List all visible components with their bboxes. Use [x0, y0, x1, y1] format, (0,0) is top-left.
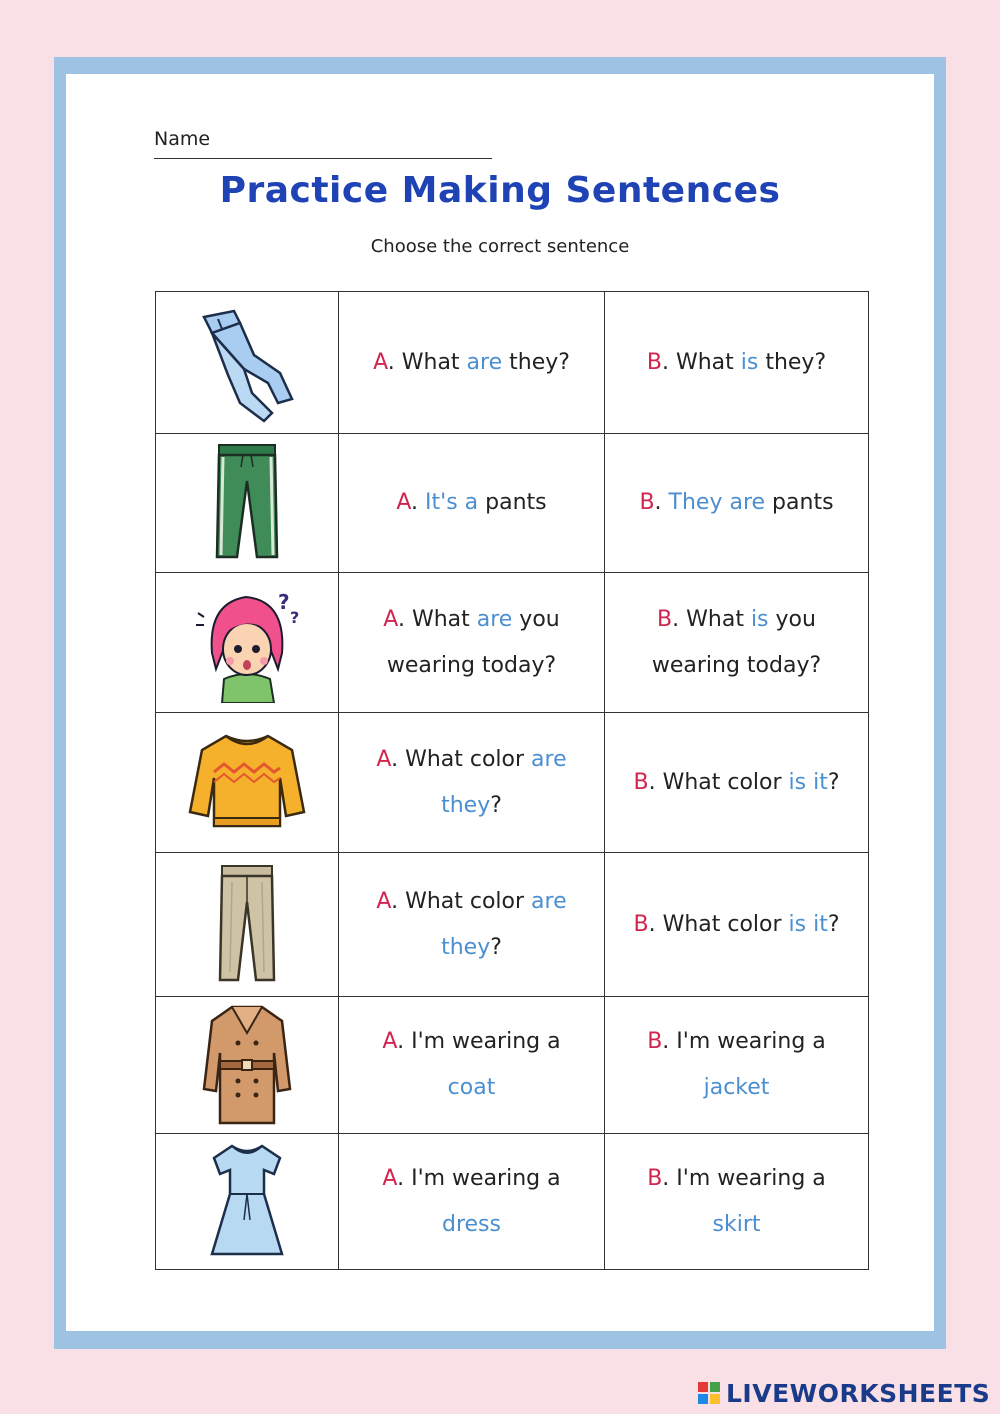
- picture-cell: [156, 573, 339, 713]
- liveworksheets-logo[interactable]: [698, 1378, 990, 1408]
- sentence-text: ?: [490, 934, 502, 960]
- option-letter: A: [373, 349, 388, 375]
- sentence-text: I'm wearing a: [676, 1029, 826, 1054]
- sentence-text: wearing today?: [651, 652, 822, 678]
- keyword: is it: [788, 769, 828, 795]
- keyword: skirt: [712, 1211, 761, 1237]
- option-letter: B: [639, 490, 655, 515]
- dress-icon: [202, 1142, 292, 1262]
- keyword: It's a: [425, 490, 479, 515]
- worksheet-frame: [54, 57, 946, 1349]
- sentence-text: ?: [827, 769, 840, 795]
- keyword: is: [740, 349, 759, 375]
- option-letter: B: [657, 606, 673, 632]
- sentence-text: What: [411, 606, 477, 632]
- table-row: [156, 713, 869, 853]
- jeans-icon: [182, 303, 312, 423]
- option-letter: B: [646, 349, 662, 375]
- instructions: Choose the correct sentence: [370, 236, 630, 257]
- sentence-text: pants: [478, 490, 547, 515]
- table-row: [156, 853, 869, 997]
- option-letter: B: [647, 1029, 663, 1054]
- sentence-text: they?: [758, 349, 827, 375]
- coat-icon: [202, 1003, 292, 1127]
- sentence-text: What color: [405, 746, 532, 772]
- keyword: They are: [668, 490, 766, 515]
- option-b-cell[interactable]: B. What is you wearing today?: [605, 573, 869, 713]
- green-pants-icon: [207, 441, 287, 565]
- option-b-cell[interactable]: B. What color is it?: [605, 853, 869, 997]
- option-a-cell[interactable]: A. I'm wearing a dress: [339, 1134, 605, 1270]
- option-letter: A: [376, 888, 392, 914]
- sentence-text: wearing today?: [386, 652, 557, 678]
- option-letter: A: [382, 1029, 398, 1054]
- keyword: is: [750, 606, 769, 632]
- keyword: are: [476, 606, 513, 632]
- sentence-text: they?: [502, 349, 570, 375]
- option-b-cell[interactable]: B. I'm wearing a jacket: [605, 997, 869, 1134]
- option-a-cell[interactable]: A. I'm wearing a coat: [339, 997, 605, 1134]
- option-letter: A: [396, 490, 412, 515]
- sentence-text: What color: [662, 769, 789, 795]
- picture-cell: [156, 434, 339, 573]
- picture-cell: [156, 713, 339, 853]
- sentence-text: What: [686, 606, 751, 632]
- sentence-text: What color: [405, 888, 532, 914]
- option-b-cell[interactable]: B. What is they?: [605, 292, 869, 434]
- keyword: dress: [442, 1211, 501, 1237]
- sentence-text: I'm wearing a: [411, 1165, 561, 1191]
- sentence-table: [155, 291, 869, 1270]
- logo-text: LIVEWORKSHEETS: [726, 1378, 991, 1408]
- name-input-line[interactable]: [154, 158, 492, 159]
- table-row: [156, 434, 869, 573]
- logo-mark-icon: [698, 1382, 720, 1404]
- name-label: Name: [154, 128, 211, 150]
- sentence-text: you: [768, 606, 816, 632]
- option-b-cell[interactable]: B. I'm wearing a skirt: [605, 1134, 869, 1270]
- sentence-text: What color: [662, 911, 789, 937]
- sentence-text: ?: [827, 911, 840, 937]
- option-a-cell[interactable]: A. What color are they?: [339, 713, 605, 853]
- keyword: is it: [788, 911, 828, 937]
- sentence-text: I'm wearing a: [676, 1165, 826, 1191]
- option-b-cell[interactable]: B. What color is it?: [605, 713, 869, 853]
- keyword: coat: [447, 1075, 496, 1100]
- option-letter: A: [376, 746, 392, 772]
- table-row: [156, 1134, 869, 1270]
- sentence-text: pants: [765, 490, 834, 515]
- option-letter: B: [633, 769, 649, 795]
- confused-girl-icon: [182, 583, 312, 703]
- svg-text:?: ?: [278, 589, 290, 614]
- keyword: they: [441, 934, 491, 960]
- keyword: they: [441, 792, 491, 818]
- table-row: [156, 997, 869, 1134]
- keyword: are: [531, 746, 567, 772]
- keyword: are: [531, 888, 567, 914]
- keyword: are: [466, 349, 503, 375]
- picture-cell: [156, 997, 339, 1134]
- option-a-cell[interactable]: A. What are you wearing today?: [339, 573, 605, 713]
- sentence-text: I'm wearing a: [411, 1029, 561, 1054]
- option-letter: A: [382, 1165, 398, 1191]
- sentence-text: What: [675, 349, 741, 375]
- picture-cell: [156, 292, 339, 434]
- option-b-cell[interactable]: B. They are pants: [605, 434, 869, 573]
- sentence-text: What: [401, 349, 467, 375]
- option-letter: A: [383, 606, 398, 632]
- svg-text:?: ?: [290, 607, 300, 627]
- sentence-text: you: [512, 606, 560, 632]
- picture-cell: [156, 853, 339, 997]
- worksheet-page: [66, 74, 934, 1331]
- table-row: [156, 573, 869, 713]
- keyword: jacket: [703, 1075, 770, 1100]
- option-a-cell[interactable]: A. What are they?: [339, 292, 605, 434]
- table-row: [156, 292, 869, 434]
- picture-cell: [156, 1134, 339, 1270]
- page-title: Practice Making Sentences: [219, 170, 781, 211]
- sweater-icon: [182, 728, 312, 838]
- option-letter: B: [647, 1165, 663, 1191]
- sentence-text: ?: [490, 792, 502, 818]
- option-a-cell[interactable]: A. What color are they?: [339, 853, 605, 997]
- option-letter: B: [633, 911, 649, 937]
- option-a-cell[interactable]: A. It's a pants: [339, 434, 605, 573]
- khaki-trousers-icon: [212, 862, 282, 988]
